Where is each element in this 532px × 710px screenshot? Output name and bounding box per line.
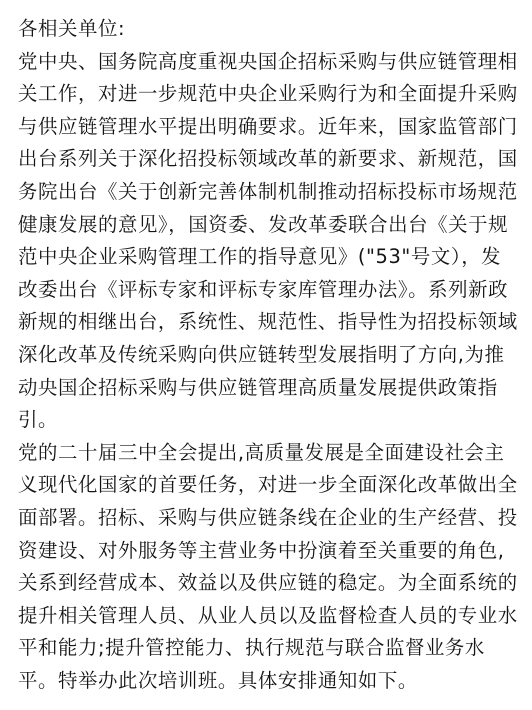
greeting: 各相关单位: — [18, 17, 126, 40]
paragraph-line: 范中央企业采购管理工作的指导意见》("53"号文），发 — [18, 245, 502, 269]
paragraph-line: 新规的相继出台，系统性、规范性、指导性为招投标领域 — [18, 310, 518, 334]
paragraph-line: 关系到经营成本、效益以及供应链的稳定。为全面系统的 — [18, 571, 518, 595]
paragraph-line: 提升相关管理人员、从业人员以及监督检查人员的专业水 — [18, 603, 518, 627]
paragraph-line: 改委出台《评标专家和评标专家库管理办法》。系列新政 — [18, 277, 509, 301]
paragraph-line: 深化改革及传统采购向供应链转型发展指明了方向,为推 — [18, 342, 505, 366]
paragraph-line: 平。特举办此次培训班。具体安排通知如下。 — [18, 668, 418, 692]
paragraph-line: 与供应链管理水平提出明确要求。近年来，国家监管部门 — [18, 114, 518, 138]
paragraph-line: 资建设、对外服务等主营业务中扮演着至关重要的角色, — [18, 538, 505, 562]
paragraph-line: 党中央、国务院高度重视央国企招标采购与供应链管理相 — [18, 49, 518, 73]
paragraph-line: 引。 — [18, 408, 58, 432]
paragraph-line: 关工作，对进一步规范中央企业采购行为和全面提升采购 — [18, 82, 518, 106]
paragraph-2 — [18, 437, 520, 698]
paragraph-line: 动央国企招标采购与供应链管理高质量发展提供政策指 — [18, 375, 498, 399]
paragraph-line: 健康发展的意见》，国资委、发改革委联合出台《关于规 — [18, 212, 509, 236]
paragraph-line: 务院出台《关于创新完善体制机制推动招标投标市场规范 — [18, 179, 518, 203]
paragraph-line: 面部署。招标、采购与供应链条线在企业的生产经营、投 — [18, 505, 518, 529]
paragraph-1 — [18, 46, 520, 437]
paragraph-line: 出台系列关于深化招投标领域改革的新要求、新规范，国 — [18, 147, 518, 171]
paragraph-line: 义现代化国家的首要任务，对进一步全面深化改革做出全 — [18, 473, 518, 497]
paragraph-line: 党的二十届三中全会提出,高质量发展是全面建设社会主 — [18, 440, 505, 464]
paragraph-line: 平和能力;提升管控能力、执行规范与联合监督业务水 — [18, 636, 485, 660]
